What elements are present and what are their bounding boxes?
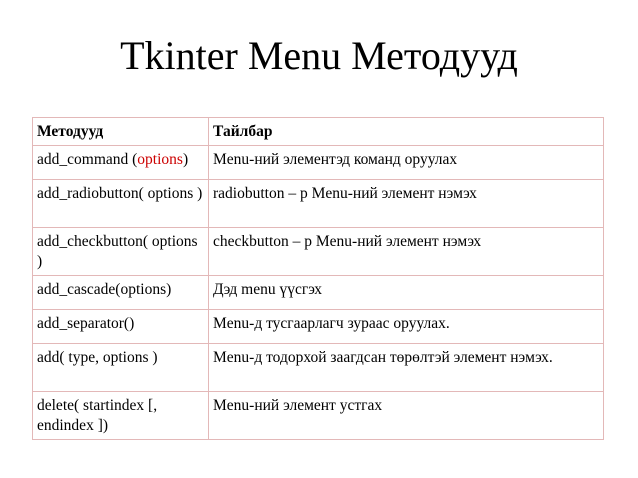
method-text-end: ) (182, 151, 189, 168)
method-cell: delete( startindex [, endindex ]) (33, 392, 209, 440)
description-cell: Дэд menu үүсгэх (209, 276, 604, 310)
method-cell: add_checkbutton( options ) (33, 228, 209, 276)
description-cell: Menu-д тусгаарлагч зураас оруулах. (209, 310, 604, 344)
method-cell: add( type, options ) (33, 344, 209, 392)
methods-table (32, 117, 604, 440)
description-cell: Menu-д тодорхой заагдсан төрөлтэй элемент нэмэх. (209, 344, 604, 392)
table-row (33, 228, 604, 276)
table-row (33, 310, 604, 344)
method-highlight: options (137, 151, 183, 168)
method-cell: add_cascade(options) (33, 276, 209, 310)
description-cell: checkbutton – p Menu-ний элемент нэмэх (209, 228, 604, 276)
header-description: Тайлбар (209, 118, 604, 146)
slide-title: Tkinter Menu Методууд (120, 33, 518, 78)
table-row (33, 276, 604, 310)
description-cell: Menu-ний элемент устгах (209, 392, 604, 440)
description-cell: radiobutton – p Menu-ний элемент нэмэх (209, 180, 604, 228)
table-row (33, 392, 604, 440)
header-methods: Методууд (33, 118, 209, 146)
description-cell: Menu-ний элементэд команд оруулах (209, 146, 604, 180)
method-cell: add_radiobutton( options ) (33, 180, 209, 228)
method-cell: add_separator() (33, 310, 209, 344)
table-header-row (33, 118, 604, 146)
table-row (33, 180, 604, 228)
method-text: add_command ( (37, 151, 138, 168)
method-cell (33, 146, 209, 180)
table-row (33, 344, 604, 392)
table-row (33, 146, 604, 180)
